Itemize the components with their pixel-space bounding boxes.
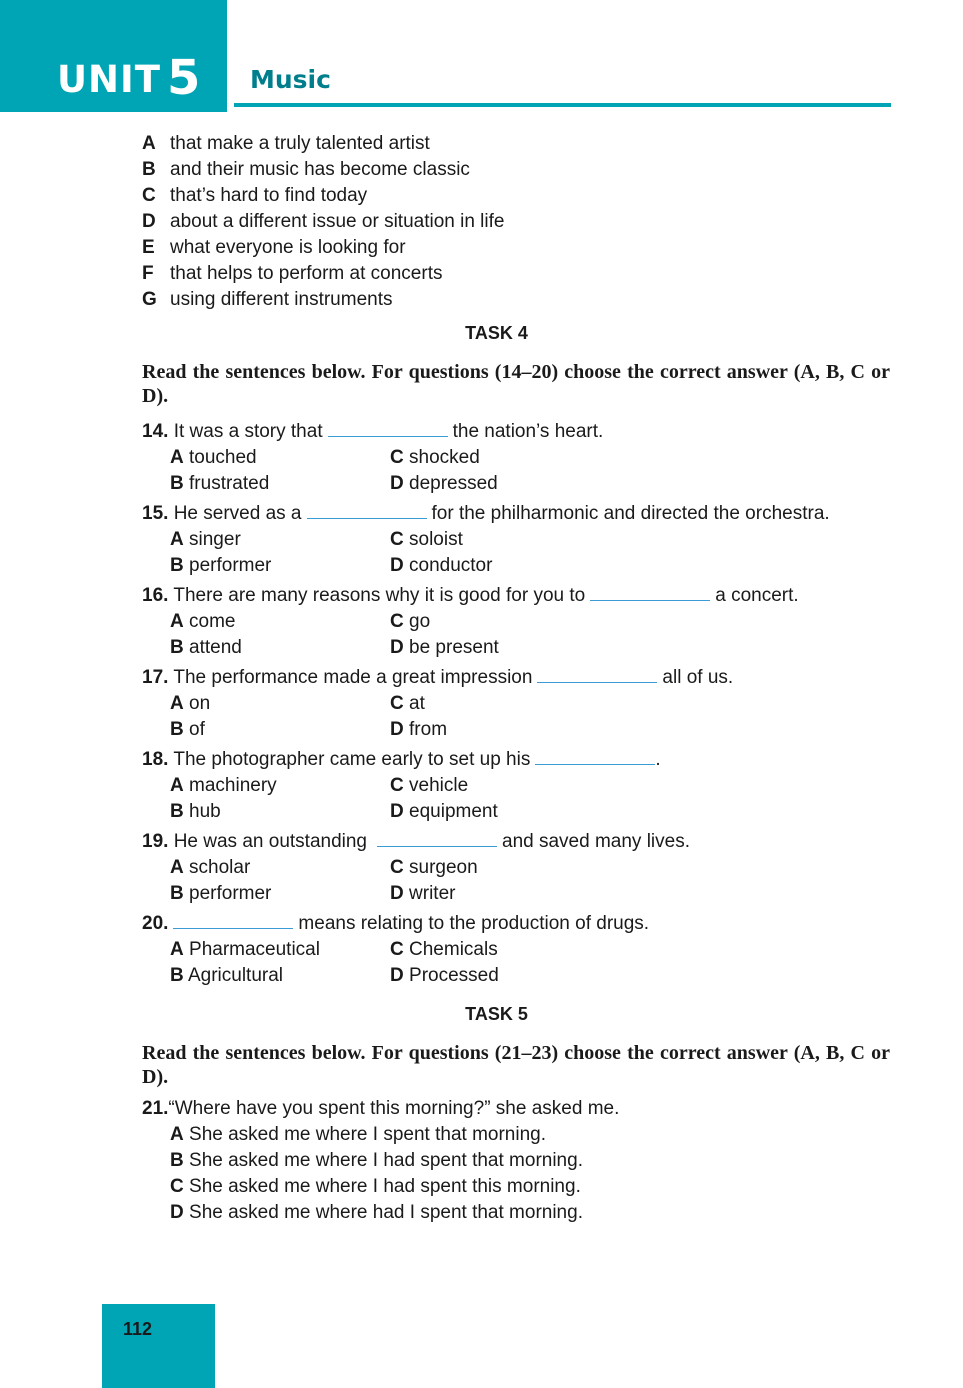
- page-number: 112: [123, 1319, 153, 1339]
- option-text: that helps to perform at concerts: [170, 263, 443, 284]
- answer-option-b[interactable]: B frustrated: [170, 473, 270, 494]
- answer-blank[interactable]: [590, 588, 710, 601]
- answer-blank[interactable]: [377, 834, 497, 847]
- option-text: using different instruments: [170, 289, 393, 310]
- option-letter: C: [142, 185, 156, 206]
- option-letter: E: [142, 237, 155, 258]
- answer-blank[interactable]: [173, 916, 293, 929]
- question-17: [142, 665, 830, 743]
- answer-option-a[interactable]: A She asked me where I spent that morning.: [170, 1124, 546, 1145]
- question-text: “Where have you spent this morning?” she asked me.: [168, 1098, 620, 1119]
- question-21: [142, 1096, 619, 1226]
- question-number: 21.: [142, 1098, 169, 1119]
- option-letter: F: [142, 263, 154, 284]
- task4-heading: TASK 4: [465, 323, 528, 343]
- question-number: 20.: [142, 913, 169, 934]
- task5-heading: TASK 5: [465, 1004, 528, 1024]
- answer-option-a[interactable]: A machinery: [170, 775, 277, 796]
- option-text: what everyone is looking for: [170, 237, 406, 258]
- answer-option-c[interactable]: C She asked me where I had spent this morning.: [170, 1176, 581, 1197]
- question-text-before: He served as a: [168, 503, 302, 524]
- option-item: [142, 209, 504, 235]
- task4-questions: [142, 419, 830, 993]
- option-item: [142, 183, 504, 209]
- question-number: 18.: [142, 749, 169, 770]
- task5-instructions: Read the sentences below. For questions (21–23) choose the correct answer (A, B, C or D).: [142, 1042, 890, 1088]
- option-letter: B: [142, 159, 156, 180]
- answer-option-b[interactable]: B Agricultural: [170, 965, 284, 986]
- answer-option-c[interactable]: C soloist: [390, 529, 463, 550]
- question-18: [142, 747, 830, 825]
- answer-option-c[interactable]: C vehicle: [390, 775, 469, 796]
- answer-option-d[interactable]: D from: [390, 719, 448, 740]
- option-text: and their music has become classic: [170, 159, 470, 180]
- question-text-after: and saved many lives.: [502, 831, 690, 852]
- options-list: [142, 131, 504, 313]
- question-14: [142, 419, 830, 497]
- option-item: [142, 157, 504, 183]
- answer-option-b[interactable]: B performer: [170, 883, 272, 904]
- answer-blank[interactable]: [537, 670, 657, 683]
- unit-number: 5: [167, 50, 201, 106]
- answer-option-a[interactable]: A on: [170, 693, 211, 714]
- question-number: 14.: [142, 421, 169, 442]
- task4-instructions: Read the sentences below. For questions (14–20) choose the correct answer (A, B, C or D).: [142, 361, 890, 407]
- answer-option-c[interactable]: C Chemicals: [390, 939, 498, 960]
- option-item: [142, 261, 504, 287]
- question-15: [142, 501, 830, 579]
- option-text: that make a truly talented artist: [170, 133, 430, 154]
- question-text-before: It was a story that: [168, 421, 323, 442]
- answer-option-a[interactable]: A touched: [170, 447, 257, 468]
- question-16: [142, 583, 830, 661]
- question-text-before: He was an outstanding: [168, 831, 367, 852]
- answer-blank[interactable]: [328, 424, 448, 437]
- question-text-after: .: [655, 749, 661, 770]
- answer-option-c[interactable]: C at: [390, 693, 425, 714]
- option-item: [142, 235, 504, 261]
- answer-option-a[interactable]: A Pharmaceutical: [170, 939, 320, 960]
- question-text-after: the nation’s heart.: [452, 421, 604, 442]
- question-text-before: There are many reasons why it is good for you to: [168, 585, 586, 606]
- question-number: 15.: [142, 503, 169, 524]
- question-text-after: for the philharmonic and directed the orchestra.: [431, 503, 830, 524]
- page-number-box: [102, 1304, 215, 1388]
- unit-label: UNIT: [57, 58, 162, 101]
- option-letter: D: [142, 211, 156, 232]
- answer-blank[interactable]: [307, 506, 427, 519]
- option-letter: G: [142, 289, 157, 310]
- question-text-after: a concert.: [715, 585, 799, 606]
- question-text-before: The photographer came early to set up his: [168, 749, 531, 770]
- answer-option-a[interactable]: A scholar: [170, 857, 251, 878]
- answer-option-d[interactable]: D depressed: [390, 473, 498, 494]
- answer-option-b[interactable]: B hub: [170, 801, 221, 822]
- question-number: 17.: [142, 667, 169, 688]
- question-text-before: The performance made a great impression: [168, 667, 533, 688]
- answer-option-b[interactable]: B performer: [170, 555, 272, 576]
- question-text-after: all of us.: [662, 667, 734, 688]
- answer-option-d[interactable]: D She asked me where had I spent that morning.: [170, 1202, 583, 1223]
- answer-option-d[interactable]: D be present: [390, 637, 499, 658]
- answer-blank[interactable]: [535, 752, 655, 765]
- question-number: 16.: [142, 585, 169, 606]
- answer-option-c[interactable]: C shocked: [390, 447, 480, 468]
- question-number: 19.: [142, 831, 169, 852]
- answer-option-d[interactable]: D writer: [390, 883, 456, 904]
- answer-option-b[interactable]: B attend: [170, 637, 242, 658]
- answer-option-b[interactable]: B She asked me where I had spent that morning.: [170, 1150, 583, 1171]
- unit-banner: [0, 0, 227, 112]
- unit-title: Music: [250, 65, 331, 94]
- option-item: [142, 131, 504, 157]
- answer-option-c[interactable]: C go: [390, 611, 431, 632]
- option-text: that’s hard to find today: [170, 185, 368, 206]
- title-underline: [234, 103, 891, 107]
- option-letter: A: [142, 133, 156, 154]
- answer-option-d[interactable]: D equipment: [390, 801, 498, 822]
- question-text-after: means relating to the production of drugs.: [298, 913, 650, 934]
- answer-option-a[interactable]: A singer: [170, 529, 241, 550]
- question-20: [142, 911, 830, 989]
- answer-option-d[interactable]: D Processed: [390, 965, 499, 986]
- option-item: [142, 287, 504, 313]
- answer-option-b[interactable]: B of: [170, 719, 205, 740]
- option-text: about a different issue or situation in life: [170, 211, 505, 232]
- answer-option-d[interactable]: D conductor: [390, 555, 493, 576]
- answer-option-a[interactable]: A come: [170, 611, 236, 632]
- question-19: [142, 829, 830, 907]
- answer-option-c[interactable]: C surgeon: [390, 857, 478, 878]
